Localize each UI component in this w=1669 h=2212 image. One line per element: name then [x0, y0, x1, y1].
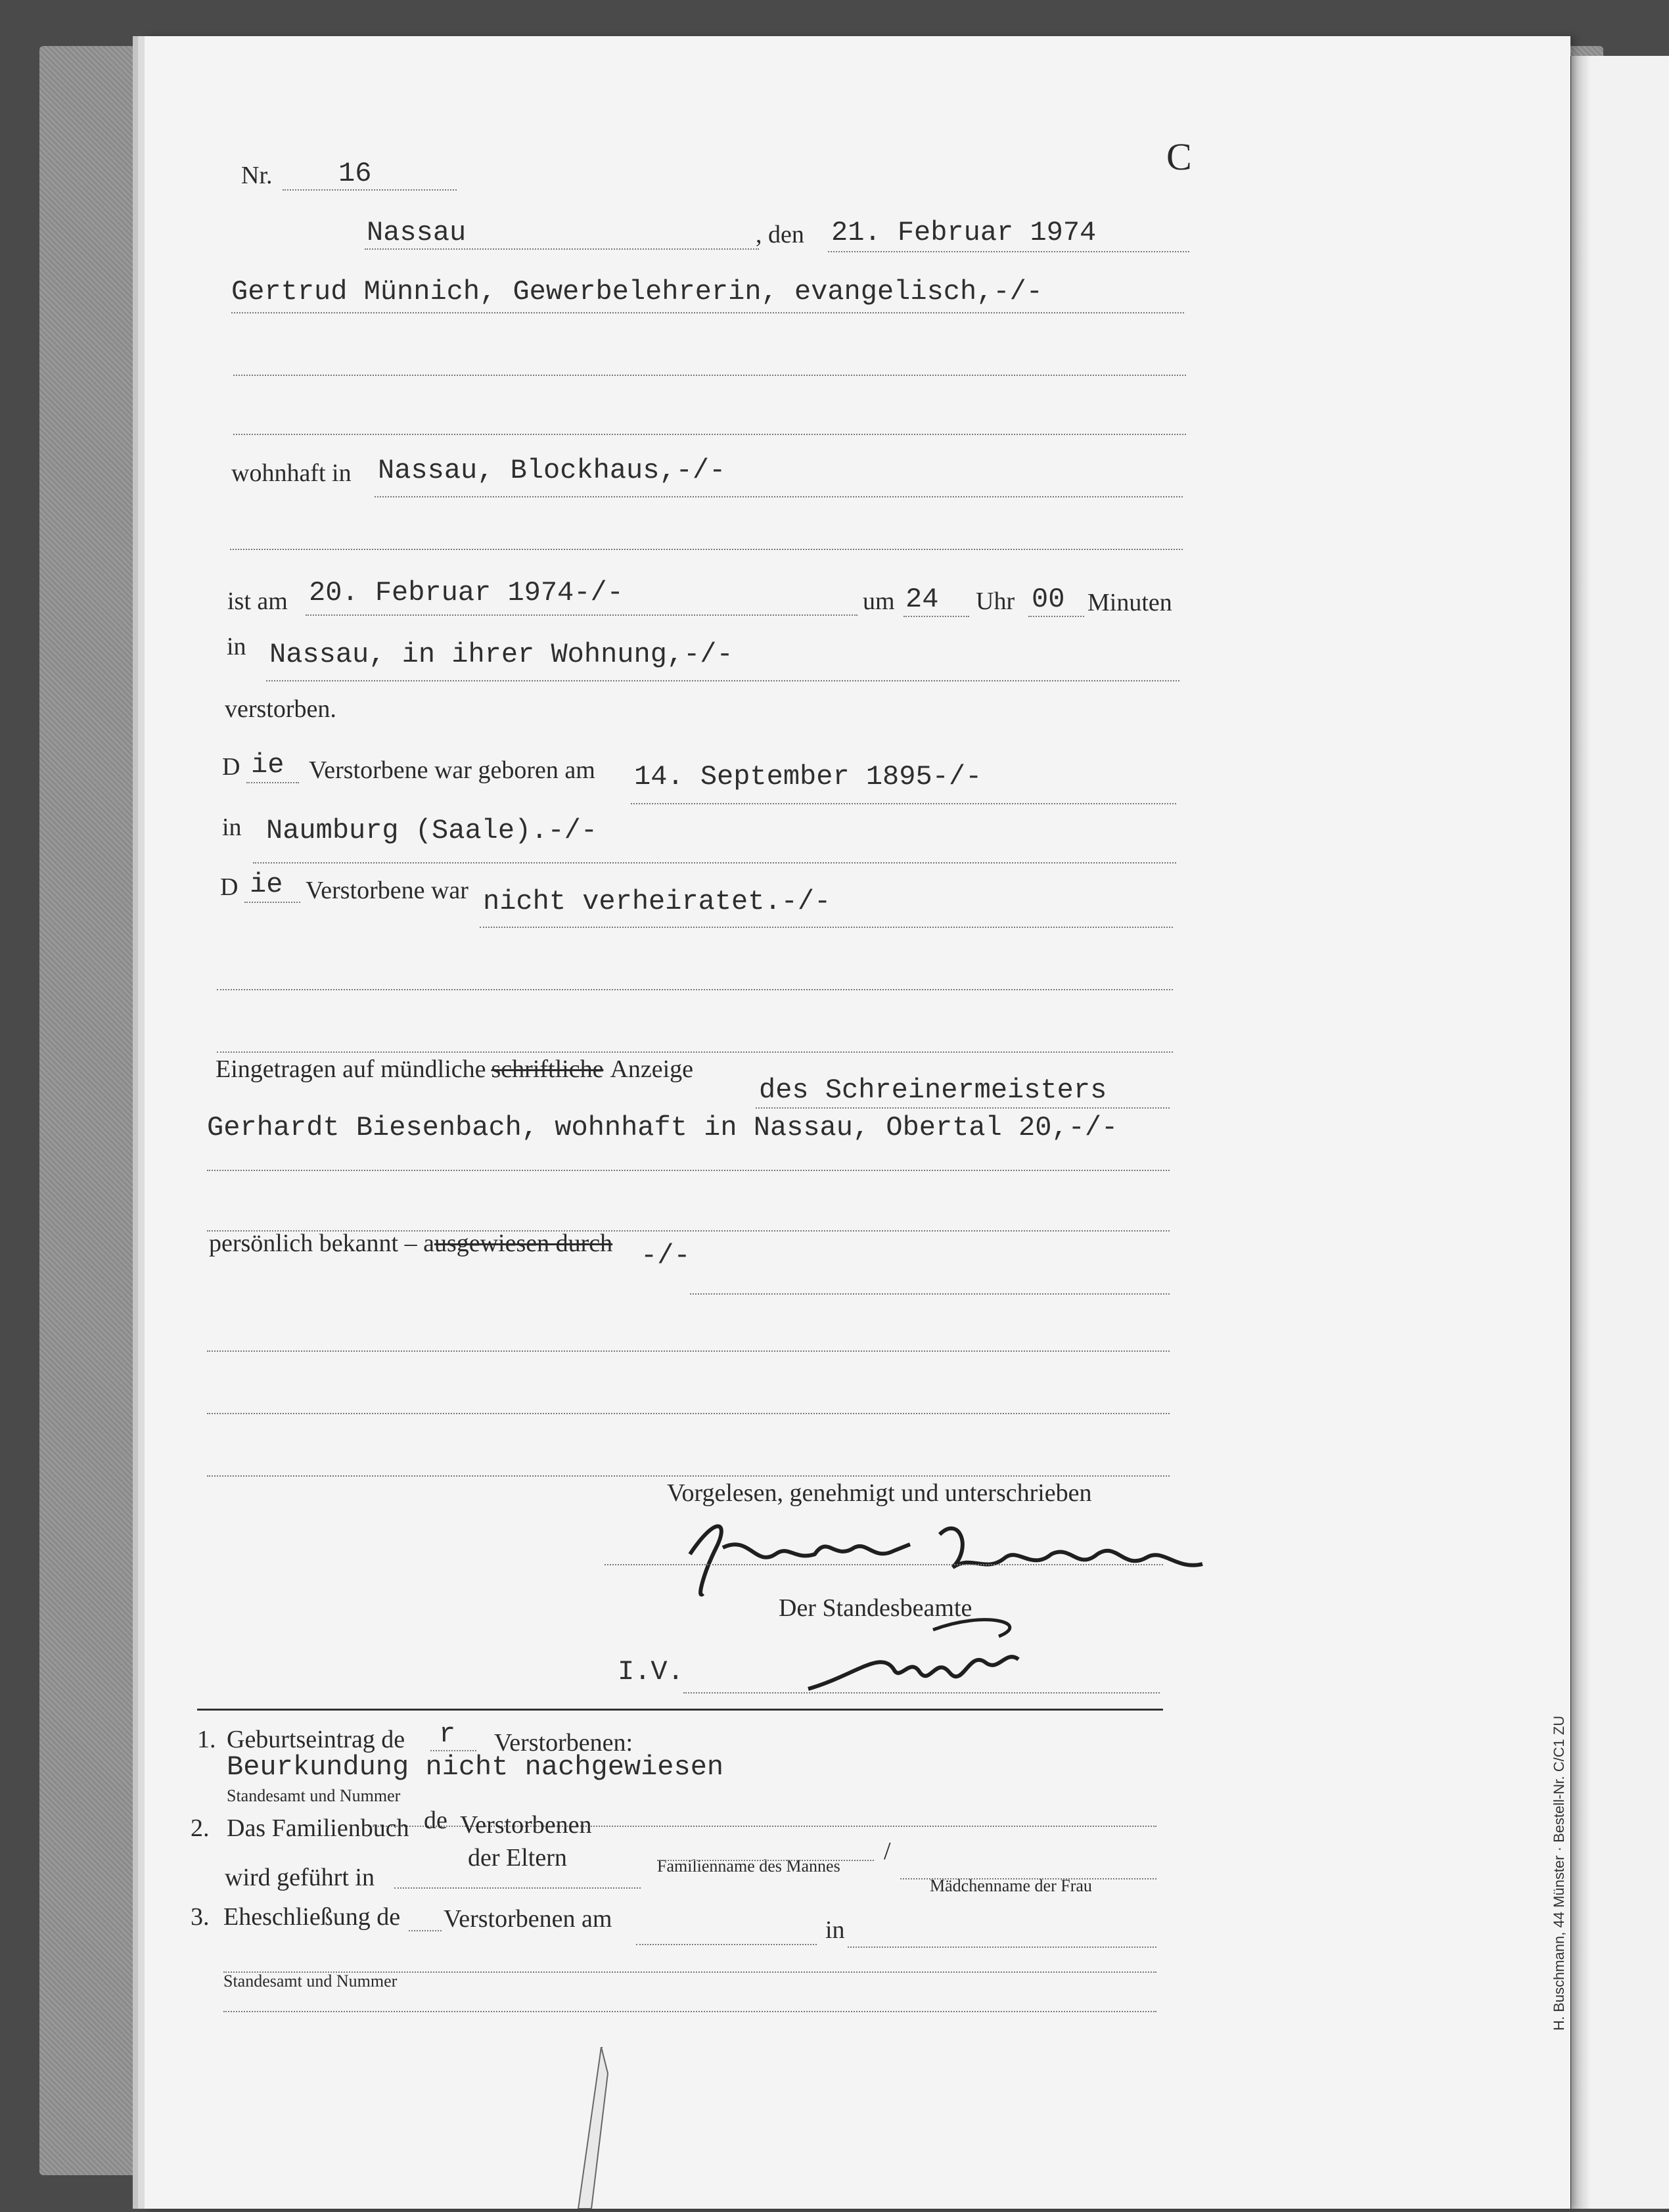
blank-line-1	[233, 375, 1186, 376]
footer-item-1-caption: Standesamt und Nummer	[227, 1786, 401, 1805]
death-minutes: 00	[1032, 584, 1065, 615]
blank-line-7	[207, 1350, 1170, 1352]
marital-article: ie	[250, 869, 283, 900]
registrar-signature-graphic	[802, 1610, 1051, 1709]
residence-line	[375, 496, 1183, 497]
death-in-label: in	[227, 633, 246, 660]
death-place-line	[266, 680, 1179, 681]
verstorben-label: verstorben.	[225, 695, 336, 723]
blank-line-3	[230, 549, 1183, 550]
residence-value: Nassau, Blockhaus,-/-	[378, 455, 726, 486]
date-value: 21. Februar 1974	[831, 217, 1097, 248]
death-date-line	[306, 614, 857, 616]
footer-item-2-caption-husband: Familienname des Mannes	[657, 1856, 840, 1876]
footer-item-2-place-line	[394, 1887, 641, 1889]
deceased-line	[231, 312, 1184, 313]
footer-item-2-wird: wird geführt in	[225, 1864, 375, 1891]
report-value-1: des Schreinermeisters	[759, 1074, 1107, 1106]
blank-line-4	[217, 989, 1173, 990]
footer-item-2-de: de	[424, 1807, 447, 1834]
footer-item-3-place-line	[848, 1947, 1156, 1948]
date-line	[828, 251, 1189, 252]
deceased-name: Gertrud Münnich, Gewerbelehrerin, evangelisch,-/-	[231, 276, 1043, 308]
identity-label-text: persönlich bekannt – a	[209, 1230, 434, 1257]
death-hour: 24	[905, 584, 939, 615]
report-value-2: Gerhardt Biesenbach, wohnhaft in Nassau, Obertal 20,-/-	[207, 1112, 1118, 1143]
footer-item-1-label: Geburtseintrag de	[227, 1726, 405, 1753]
identity-struck-text: usgewiesen durch	[434, 1230, 613, 1257]
blank-line-5	[217, 1051, 1173, 1053]
footer-item-3-suffix-line	[409, 1930, 442, 1931]
footer-item-2-slash: /	[884, 1837, 891, 1865]
report-label-anzeige: Anzeige	[610, 1055, 694, 1083]
next-page-edge	[1567, 56, 1669, 2209]
date-separator: , den	[756, 221, 804, 248]
birth-place: Naumburg (Saale).-/-	[266, 815, 598, 846]
footer-item-3-date-line	[636, 1944, 817, 1945]
footer-item-2-num: 2.	[191, 1814, 210, 1842]
footer-item-2-verstorbenen: Verstorbenen	[460, 1811, 592, 1839]
uhr-label: Uhr	[976, 588, 1015, 615]
death-date: 20. Februar 1974-/-	[309, 577, 624, 609]
form-letter: C	[1166, 135, 1192, 178]
publisher-imprint: H. Buschmann, 44 Münster · Bestell-Nr. C/C1 ZU	[1551, 1715, 1567, 2031]
report-label	[216, 1055, 693, 1084]
registrar-signature	[802, 1610, 1051, 1712]
registrar-label: Der Standesbeamte	[779, 1594, 972, 1622]
pen	[565, 2047, 631, 2212]
residence-label: wohnhaft in	[231, 459, 352, 487]
declarant-line	[605, 1564, 1163, 1565]
number-line	[283, 189, 457, 191]
birth-place-line	[253, 862, 1176, 864]
footer-item-3-caption: Standesamt und Nummer	[223, 1971, 398, 1991]
footer-bottom-line	[223, 2011, 1156, 2012]
um-label: um	[863, 588, 895, 615]
minutes-line	[1028, 616, 1084, 617]
report-line-2	[207, 1170, 1170, 1171]
birth-prefix: D	[222, 753, 240, 781]
death-place: Nassau, in ihrer Wohnung,-/-	[269, 639, 733, 670]
read-approved-label: Vorgelesen, genehmigt und unterschrieben	[667, 1479, 1092, 1507]
minuten-label: Minuten	[1087, 589, 1172, 616]
marital-value: nicht verheiratet.-/-	[483, 886, 831, 917]
footer-item-2-caption-wife: Mädchenname der Frau	[930, 1876, 1092, 1895]
blank-line-8	[207, 1413, 1170, 1414]
report-label-text: Eingetragen auf mündliche	[216, 1055, 486, 1083]
birth-label: Verstorbene war geboren am	[309, 756, 595, 784]
footer-item-3-label: Eheschließung de	[223, 1903, 401, 1931]
marital-line	[480, 927, 1173, 928]
death-label: ist am	[227, 588, 288, 615]
hour-line	[903, 616, 969, 617]
footer-item-3-in-label: in	[825, 1916, 845, 1944]
birth-in-label: in	[222, 814, 242, 841]
report-struck-text: schriftliche	[491, 1055, 604, 1083]
birth-date: 14. September 1895-/-	[634, 761, 982, 793]
number-label: Nr.	[241, 162, 273, 189]
marital-prefix: D	[220, 873, 239, 901]
footer-item-3-label2: Verstorbenen am	[444, 1905, 612, 1933]
birth-date-line	[631, 803, 1176, 804]
footer-item-2-label: Das Familienbuch	[227, 1814, 409, 1842]
blank-line-2	[233, 434, 1186, 435]
blank-line-9	[207, 1475, 1170, 1477]
registrar-line	[683, 1692, 1160, 1694]
birth-article: ie	[251, 749, 285, 781]
footer-item-3-num: 3.	[191, 1903, 210, 1931]
footer-item-2-eltern: der Eltern	[468, 1844, 567, 1872]
identity-value: -/-	[641, 1240, 691, 1272]
footer-separator	[197, 1709, 1163, 1711]
identity-line	[690, 1293, 1170, 1295]
place-line	[365, 248, 759, 250]
marital-label: Verstorbene war	[306, 877, 469, 904]
pen-graphic	[565, 2047, 631, 2209]
footer-item-2-husband-line	[657, 1860, 874, 1861]
place-value: Nassau	[367, 217, 467, 248]
marital-article-line	[244, 902, 300, 903]
footer-item-1-value: Beurkundung nicht nachgewiesen	[227, 1751, 724, 1783]
footer-item-1-suffix: r	[439, 1718, 456, 1750]
footer-item-1-label2: Verstorbenen:	[494, 1729, 633, 1757]
iv-label: I.V.	[618, 1656, 684, 1688]
birth-article-line	[246, 782, 299, 783]
number-value: 16	[338, 158, 372, 189]
footer-item-1-num: 1.	[197, 1726, 216, 1753]
report-line-1	[756, 1107, 1170, 1109]
identity-label	[209, 1229, 612, 1258]
